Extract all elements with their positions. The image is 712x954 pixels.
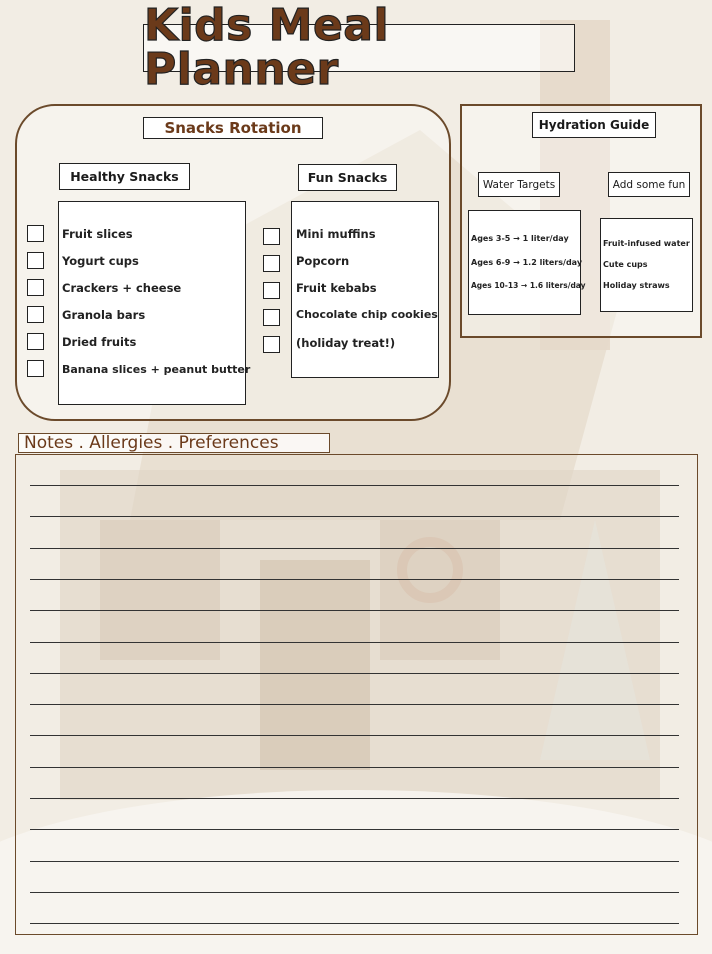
healthy-snack-item: Fruit slices (62, 227, 133, 241)
water-targets-heading-text: Water Targets (482, 178, 556, 191)
page-title: Kids Meal Planner (144, 0, 390, 95)
fun-snack-item: Mini muffins (296, 227, 376, 241)
healthy-snack-checkbox[interactable] (27, 252, 44, 269)
title-frame (143, 0, 575, 95)
healthy-snack-item: Banana slices + peanut butter (62, 363, 251, 376)
note-line (30, 579, 679, 580)
notes-writing-area[interactable] (15, 454, 698, 935)
note-line (30, 892, 679, 893)
fun-snacks-heading (298, 164, 397, 191)
note-line (30, 861, 679, 862)
note-line (30, 923, 679, 924)
add-some-fun-heading (608, 172, 690, 197)
note-line (30, 485, 679, 486)
healthy-snacks-heading-text: Healthy Snacks (70, 169, 179, 184)
hydration-guide-heading (532, 112, 656, 138)
fun-drink-item: Holiday straws (603, 281, 670, 290)
healthy-snack-checkbox[interactable] (27, 225, 44, 242)
add-some-fun-heading-text: Add some fun (612, 178, 686, 191)
fun-snacks-heading-text: Fun Snacks (307, 170, 388, 185)
note-line (30, 548, 679, 549)
snacks-rotation-heading-text: Snacks Rotation (164, 119, 302, 137)
healthy-snack-checkbox[interactable] (27, 279, 44, 296)
fun-drink-item: Fruit-infused water (603, 239, 690, 248)
snacks-rotation-heading (143, 117, 323, 139)
fun-snack-item: Chocolate chip cookies (296, 308, 438, 321)
note-line (30, 735, 679, 736)
healthy-snack-checkbox[interactable] (27, 306, 44, 323)
healthy-snacks-heading (59, 163, 190, 190)
fun-snack-item: Fruit kebabs (296, 281, 377, 295)
fun-snack-checkbox[interactable] (263, 336, 280, 353)
fun-drink-item: Cute cups (603, 260, 648, 269)
healthy-snack-item: Crackers + cheese (62, 281, 182, 295)
healthy-snack-item: Yogurt cups (62, 254, 139, 268)
healthy-snack-item: Dried fruits (62, 335, 137, 349)
fun-snack-checkbox[interactable] (263, 309, 280, 326)
notes-heading (18, 433, 330, 453)
healthy-snack-checkbox[interactable] (27, 333, 44, 350)
note-line (30, 767, 679, 768)
fun-snack-checkbox[interactable] (263, 255, 280, 272)
note-line (30, 798, 679, 799)
healthy-snack-checkbox[interactable] (27, 360, 44, 377)
fun-snack-checkbox[interactable] (263, 228, 280, 245)
water-targets-heading (478, 172, 560, 197)
hydration-guide-heading-text: Hydration Guide (538, 118, 650, 132)
notes-heading-text: Notes . Allergies . Preferences (24, 433, 279, 453)
note-line (30, 704, 679, 705)
note-line (30, 673, 679, 674)
healthy-snack-item: Granola bars (62, 308, 146, 322)
note-line (30, 516, 679, 517)
fun-snack-checkbox[interactable] (263, 282, 280, 299)
fun-snack-item: (holiday treat!) (296, 336, 396, 350)
water-target-item: Ages 6-9 → 1.2 liters/day (471, 258, 583, 267)
note-line (30, 610, 679, 611)
fun-snack-item: Popcorn (296, 254, 350, 268)
water-target-item: Ages 3-5 → 1 liter/day (471, 234, 569, 243)
water-target-item: Ages 10-13 → 1.6 liters/day (471, 281, 586, 290)
note-line (30, 829, 679, 830)
note-line (30, 642, 679, 643)
